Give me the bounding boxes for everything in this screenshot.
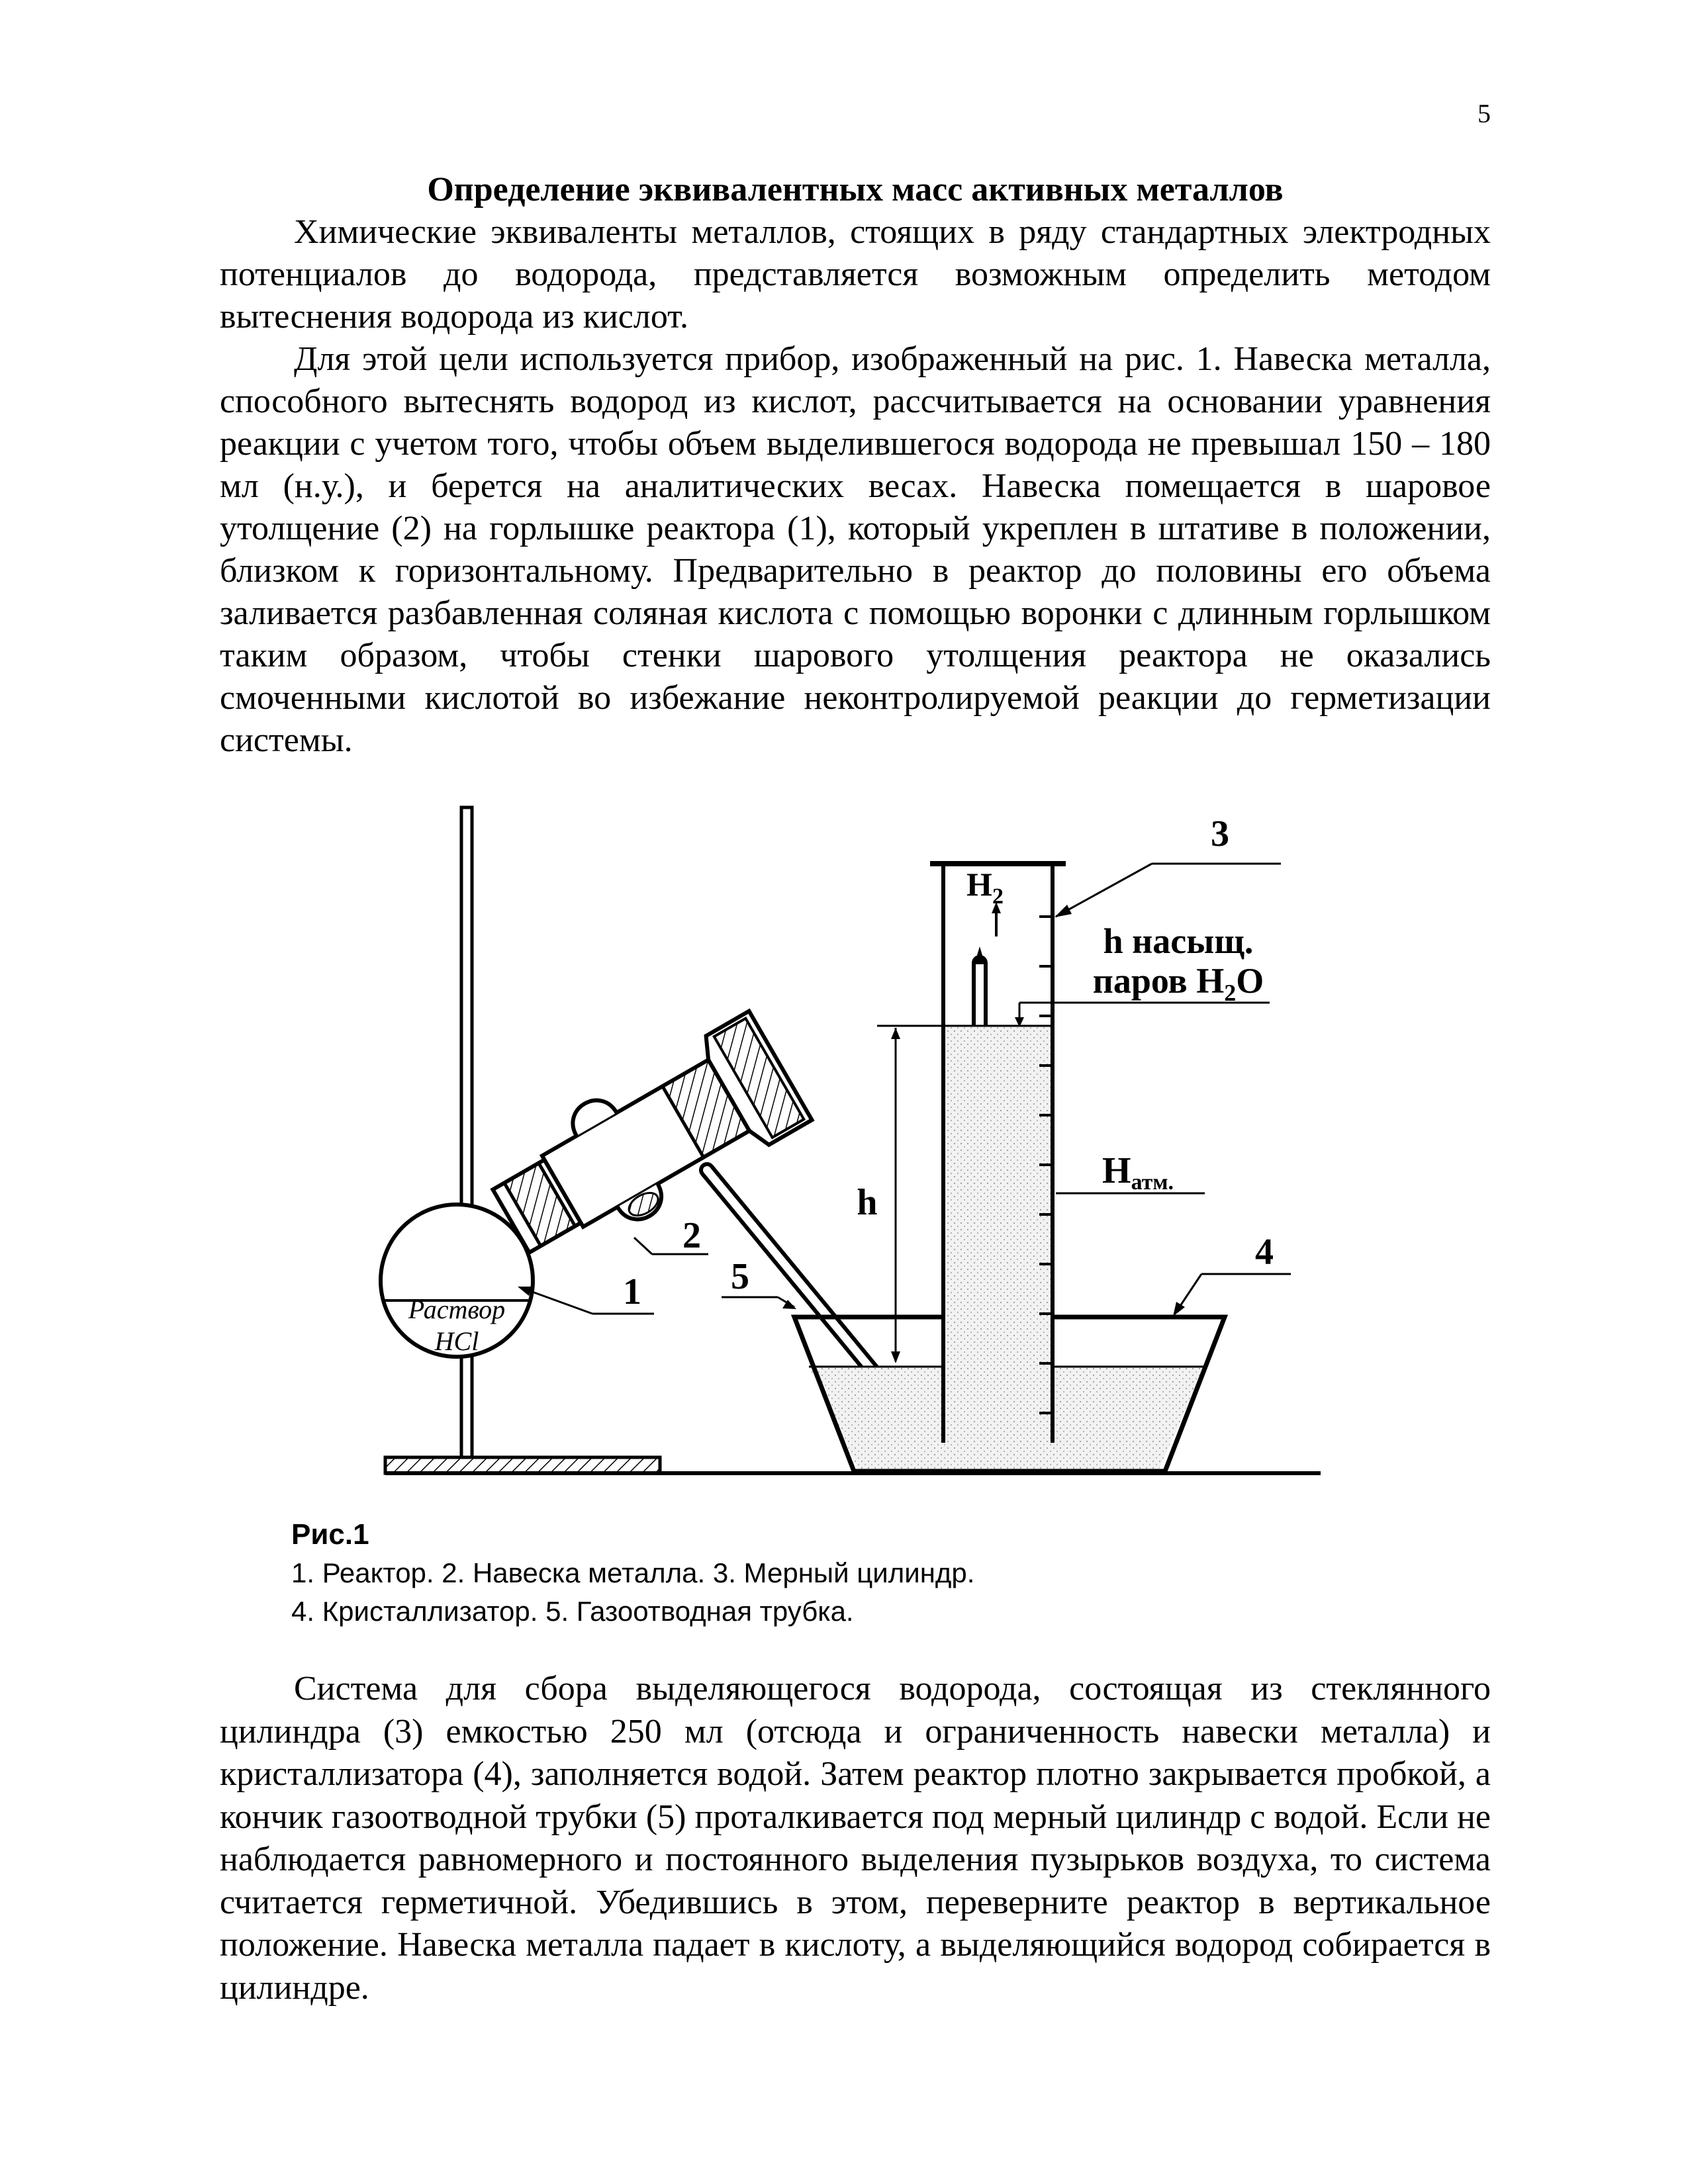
h-sat-label-1: h насыщ. (1103, 921, 1254, 961)
caption-line-2: 4. Кристаллизатор. 5. Газоотводная трубка. (291, 1596, 854, 1627)
stand-base (385, 1457, 660, 1473)
h2-label: $H_2$ (966, 866, 1004, 909)
caption-title: Рис.1 (291, 1518, 369, 1551)
flask-label-1: Раствор (408, 1295, 506, 1324)
h-sat-label-2: паров $H_2O$ (1092, 961, 1264, 1006)
stand-rod (461, 807, 472, 1457)
text-block-bottom (220, 1668, 1491, 2009)
paragraph-3: Система для сбора выделяющегося водорода, состоящая из стеклянного цилиндра (3) емкостью 250 мл (отсюда и ограниченность навески металла) и кристаллизатора (4), заполняется водой. Затем реактор плотно закрывается пробкой, а кончик газоотводной трубки (5) проталкивается под мерный цилиндр с водой. Если не наблюдается равномерного и постоянного выделения пузырьков воздуха, то система считается герметичной. Убедившись в этом, переверните реактор в вертикальное положение. Навеска металла падает в кислоту, а выделяющийся водород собирается в цилиндре. (220, 1670, 1491, 2007)
label-1: 1 (623, 1271, 641, 1312)
paragraph-1: Химические эквиваленты металлов, стоящих в ряду стандартных электродных потенциалов до водорода, представляется возможным определить методом вытеснения водорода из кислот. (220, 213, 1491, 336)
measuring-cylinder (930, 864, 1066, 1443)
h-atm-label: Hатм. (1102, 1150, 1174, 1195)
section-title: Определение эквивалентных масс активных металлов (427, 171, 1284, 208)
h-label: h (857, 1182, 878, 1223)
callout-3-arrow (1055, 905, 1072, 917)
callout-3-leader (1056, 864, 1152, 917)
apparatus-diagram (0, 791, 1688, 1486)
flask-label-2: HCl (434, 1326, 479, 1356)
callout-2-leader (634, 1238, 652, 1254)
page-number: 5 (1477, 99, 1491, 128)
label-4: 4 (1255, 1232, 1274, 1273)
caption-line-1: 1. Реактор. 2. Навеска металла. 3. Мерный цилиндр. (291, 1557, 975, 1588)
figure-apparatus (0, 791, 1688, 1486)
tube-tip (974, 946, 985, 964)
reactor (381, 1009, 813, 1357)
paragraph-2: Для этой цели используется прибор, изображенный на рис. 1. Навеска металла, способного вытеснять водород из кислот, рассчитывается на основании уравнения реакции с учетом того, чтобы объем выделившегося водорода не превышал 150 – 180 мл (н.у.), и берется на аналитических весах. Навеска помещается в шаровое утолщение (2) на горлышке реактора (1), который укреплен в штативе в положении, близком к горизонтальному. Предварительно в реактор до половины его объема заливается разбавленная соляная кислота с помощью воронки с длинным горлышком таким образом, чтобы стенки шарового утолщения реактора не оказались смоченными кислотой во избежание неконтролируемой реакции до герметизации системы. (220, 340, 1491, 759)
label-5: 5 (731, 1256, 749, 1297)
h-dim-arrow-bottom (891, 1351, 900, 1363)
cylinder-water (943, 1026, 1053, 1443)
label-2: 2 (682, 1215, 701, 1256)
text-block-top (220, 169, 1491, 762)
figure-caption (291, 1516, 1284, 1631)
label-3: 3 (1211, 813, 1229, 854)
callout-4-arrow (1173, 1302, 1185, 1316)
h-dim-arrow-top (891, 1028, 900, 1039)
